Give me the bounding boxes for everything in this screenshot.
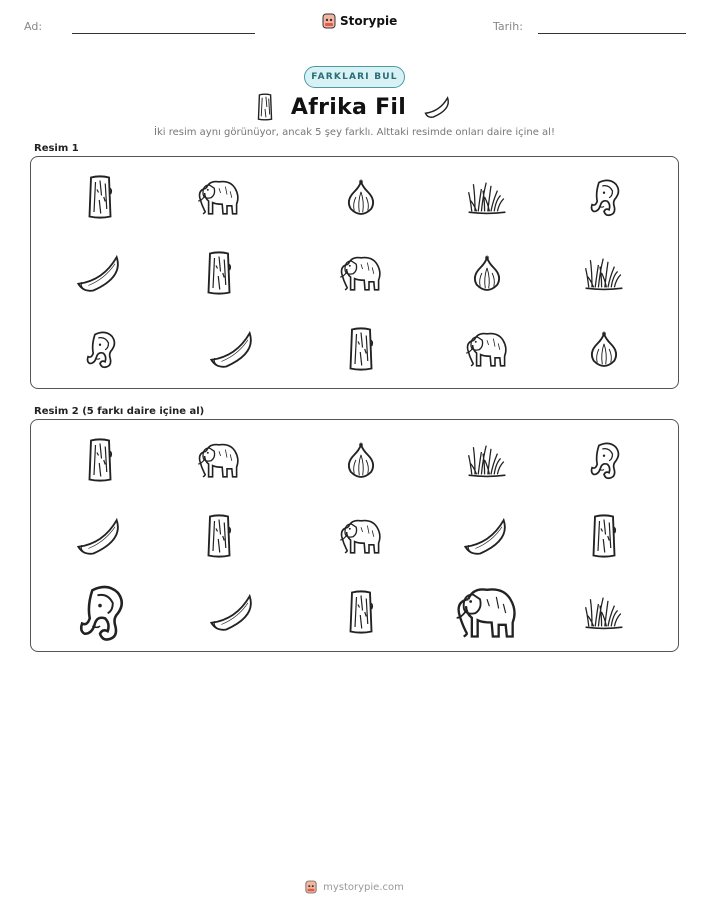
elephant-icon bbox=[195, 176, 243, 218]
picture-1-panel bbox=[30, 156, 679, 389]
tree-trunk-icon[interactable] bbox=[589, 513, 619, 559]
fig-icon[interactable] bbox=[344, 440, 378, 480]
tusk-icon bbox=[75, 252, 125, 294]
tree-trunk-icon[interactable] bbox=[204, 513, 234, 559]
elephant-trunk-icon[interactable] bbox=[71, 580, 129, 644]
grass-icon[interactable] bbox=[467, 441, 507, 479]
storypie-mascot-icon bbox=[305, 880, 317, 894]
footer bbox=[0, 880, 709, 894]
tusk-icon[interactable] bbox=[75, 515, 125, 557]
name-field[interactable] bbox=[72, 33, 255, 34]
grass-icon bbox=[584, 254, 624, 292]
fig-icon bbox=[470, 253, 504, 293]
instructions: İki resim aynı görünüyor, ancak 5 şey farklı. Alttaki resimde onları daire içine al! bbox=[154, 127, 555, 138]
grass-icon bbox=[467, 178, 507, 216]
elephant-trunk-icon bbox=[587, 175, 621, 219]
elephant-trunk-icon bbox=[83, 327, 117, 371]
tree-trunk-icon[interactable] bbox=[346, 589, 376, 635]
picture-2-panel[interactable] bbox=[30, 419, 679, 652]
panel-2-label: Resim 2 (5 farkı daire içine al) bbox=[34, 406, 205, 417]
tree-trunk-icon bbox=[204, 250, 234, 296]
fig-icon bbox=[587, 329, 621, 369]
name-label: Ad: bbox=[24, 20, 43, 33]
date-label: Tarih: bbox=[493, 20, 523, 33]
elephant-icon[interactable] bbox=[452, 579, 522, 645]
elephant-icon[interactable] bbox=[337, 515, 385, 557]
elephant-icon[interactable] bbox=[195, 439, 243, 481]
panel-1-label: Resim 1 bbox=[34, 143, 79, 154]
grass-icon[interactable] bbox=[584, 593, 624, 631]
fig-icon bbox=[344, 177, 378, 217]
footer-url: mystorypie.com bbox=[323, 881, 404, 893]
worksheet-type-badge: FARKLARI BUL bbox=[304, 66, 405, 88]
tusk-icon bbox=[422, 95, 454, 119]
tree-trunk-icon[interactable] bbox=[85, 437, 115, 483]
tusk-icon bbox=[208, 328, 258, 370]
title-row bbox=[0, 88, 709, 126]
tree-trunk-icon bbox=[85, 174, 115, 220]
page-title: Afrika Fil bbox=[290, 94, 407, 120]
date-field[interactable] bbox=[538, 33, 686, 34]
elephant-icon bbox=[337, 252, 385, 294]
tree-trunk-icon bbox=[255, 93, 275, 121]
tree-trunk-icon bbox=[346, 326, 376, 372]
brand-logo bbox=[322, 13, 397, 29]
elephant-trunk-icon[interactable] bbox=[587, 438, 621, 482]
elephant-icon bbox=[463, 328, 511, 370]
storypie-mascot-icon bbox=[322, 13, 336, 29]
tusk-icon[interactable] bbox=[462, 515, 512, 557]
brand-name: Storypie bbox=[340, 14, 398, 28]
tusk-icon[interactable] bbox=[208, 591, 258, 633]
